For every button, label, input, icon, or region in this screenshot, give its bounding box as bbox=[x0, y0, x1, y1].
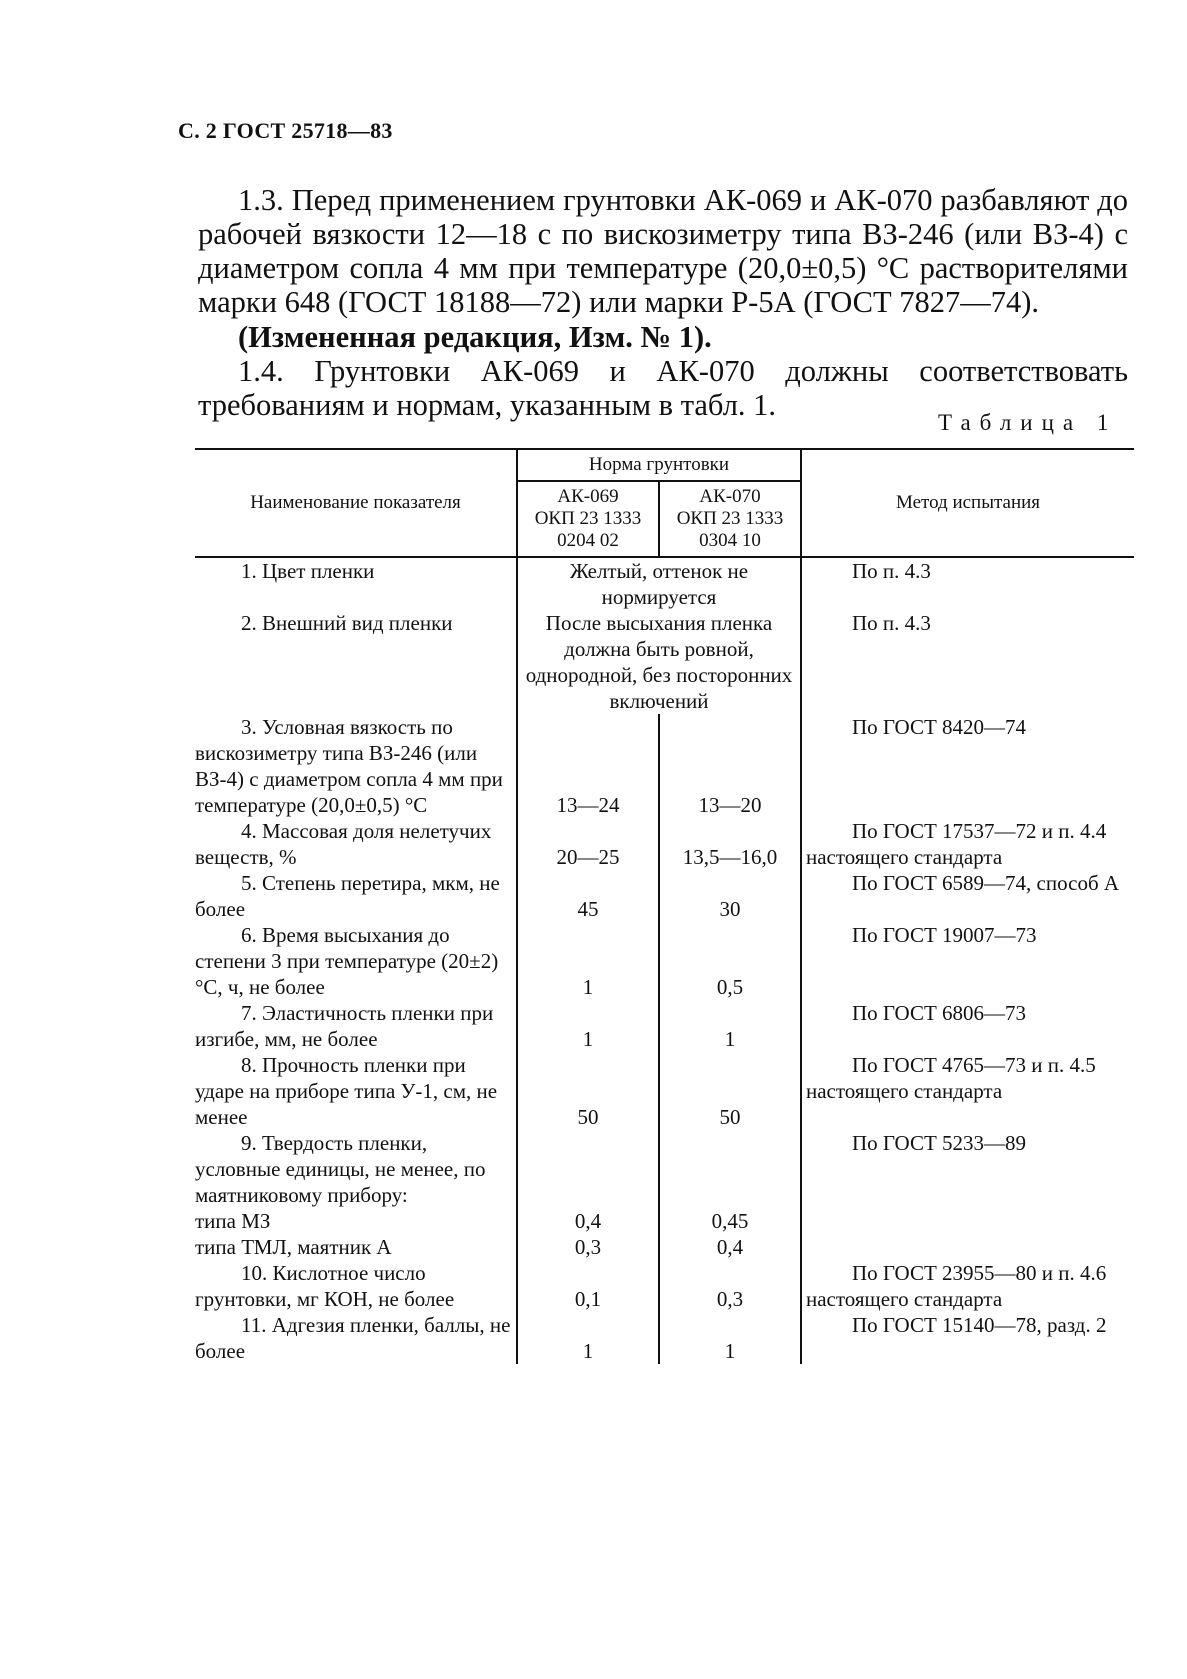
row-ak069: 0,3 bbox=[517, 1234, 659, 1260]
row-name: 6. Время высыхания до степени 3 при температуре (20±2) °С, ч, не более bbox=[195, 923, 499, 999]
amendment-note: (Измененная редакция, Изм. № 1). bbox=[238, 320, 712, 354]
table-row bbox=[195, 1000, 1134, 1052]
table-row bbox=[195, 1130, 1134, 1208]
row-ak070: 13,5—16,0 bbox=[659, 818, 801, 870]
row-name: 11. Адгезия пленки, баллы, не более bbox=[195, 1313, 511, 1363]
row-method-text: По ГОСТ 19007—73 bbox=[852, 923, 1037, 947]
row-method bbox=[801, 1000, 1134, 1052]
header-method: Метод испытания bbox=[801, 449, 1134, 557]
header-ak069 bbox=[517, 481, 659, 557]
row-method-text: По ГОСТ 5233—89 bbox=[852, 1131, 1027, 1155]
row-method bbox=[801, 922, 1134, 1000]
row-method bbox=[801, 1208, 1134, 1234]
row-method-text: По ГОСТ 8420—74 bbox=[852, 715, 1027, 739]
table-row bbox=[195, 870, 1134, 922]
row-norm: Желтый, оттенок не нормируется bbox=[517, 557, 801, 610]
table-header-row bbox=[195, 449, 1134, 481]
row-ak070: 0,5 bbox=[659, 922, 801, 1000]
row-ak069: 0,1 bbox=[517, 1260, 659, 1312]
row-name bbox=[195, 557, 517, 610]
table-row bbox=[195, 557, 1134, 610]
table-row bbox=[195, 1312, 1134, 1364]
row-ak069: 0,4 bbox=[517, 1208, 659, 1234]
row-ak069: 1 bbox=[517, 1312, 659, 1364]
row-name: типа ТМЛ, маятник А bbox=[195, 1235, 392, 1259]
row-name: 10. Кислотное число грунтовки, мг КОН, не более bbox=[195, 1261, 455, 1311]
row-name: 8. Прочность пленки при ударе на приборе типа У-1, см, не менее bbox=[195, 1053, 498, 1129]
row-ak069: 20—25 bbox=[517, 818, 659, 870]
row-method: По ГОСТ 23955—80 и п. 4.6 настоящего стандарта bbox=[801, 1260, 1134, 1312]
row-ak069: 1 bbox=[517, 1000, 659, 1052]
row-method-text: По п. 4.3 bbox=[852, 611, 931, 635]
header-ak069-line: ОКП 23 1333 bbox=[534, 508, 642, 529]
row-method bbox=[801, 557, 1134, 610]
table-row bbox=[195, 1052, 1134, 1130]
spec-table-wrapper bbox=[195, 448, 1134, 1478]
row-method bbox=[801, 714, 1134, 818]
table-row bbox=[195, 714, 1134, 818]
row-ak069 bbox=[517, 1130, 659, 1208]
header-ak069-line: АК-069 bbox=[557, 486, 619, 507]
row-method bbox=[801, 610, 1134, 714]
paragraph-1-3: 1.3. Перед применением грунтовки АК-069 и АК-070 разбавляют до рабочей вязкости 12—18 с по вискозиметру типа ВЗ-246 (или ВЗ-4) с диаметром сопла 4 мм при температуре (20,0±0,5) °С растворителями марки 648 (ГОСТ 18188—72) или марки Р-5А (ГОСТ 7827—74). bbox=[198, 183, 1128, 319]
row-ak070: 0,45 bbox=[659, 1208, 801, 1234]
row-ak070: 1 bbox=[659, 1312, 801, 1364]
row-ak069: 13—24 bbox=[517, 714, 659, 818]
table-row bbox=[195, 922, 1134, 1000]
table-row bbox=[195, 610, 1134, 714]
row-method: По ГОСТ 4765—73 и п. 4.5 настоящего стандарта bbox=[801, 1052, 1134, 1130]
header-name: Наименование показателя bbox=[195, 449, 517, 557]
row-method: По ГОСТ 17537—72 и п. 4.4 настоящего стандарта bbox=[801, 818, 1134, 870]
row-name: 3. Условная вязкость по вискозиметру типа ВЗ-246 (или ВЗ-4) с диаметром сопла 4 мм при температуре (20,0±0,5) °С bbox=[195, 715, 503, 817]
row-method-text: По п. 4.3 bbox=[852, 559, 931, 583]
row-name: 7. Эластичность пленки при изгибе, мм, не более bbox=[195, 1001, 494, 1051]
row-method: По ГОСТ 6589—74, способ А bbox=[801, 870, 1134, 922]
header-ak069-line: 0204 02 bbox=[557, 530, 619, 551]
header-ak070-line: 0304 10 bbox=[699, 530, 761, 551]
row-name: 5. Степень перетира, мкм, не более bbox=[195, 871, 500, 921]
row-ak070: 30 bbox=[659, 870, 801, 922]
row-method: По ГОСТ 15140—78, разд. 2 bbox=[801, 1312, 1134, 1364]
row-name-text: 2. Внешний вид пленки bbox=[241, 611, 453, 635]
header-ak070-line: АК-070 bbox=[699, 486, 761, 507]
row-method-text: По ГОСТ 6806—73 bbox=[852, 1001, 1027, 1025]
table-caption: Таблица 1 bbox=[938, 410, 1118, 435]
row-method bbox=[801, 1234, 1134, 1260]
row-name: 9. Твердость пленки, условные единицы, не менее, по маятниковому прибору: bbox=[195, 1131, 486, 1207]
row-name: 4. Массовая доля нелетучих веществ, % bbox=[195, 819, 492, 869]
row-ak070: 50 bbox=[659, 1052, 801, 1130]
table-row bbox=[195, 818, 1134, 870]
row-ak069: 45 bbox=[517, 870, 659, 922]
row-method bbox=[801, 1130, 1134, 1208]
row-name: типа МЗ bbox=[195, 1209, 271, 1233]
header-norm: Норма грунтовки bbox=[517, 449, 801, 481]
table-row bbox=[195, 1234, 1134, 1260]
row-ak070: 1 bbox=[659, 1000, 801, 1052]
table-row bbox=[195, 1260, 1134, 1312]
paragraph-1-4: 1.4. Грунтовки АК-069 и АК-070 должны соответствовать требованиям и нормам, указанным в табл. 1. bbox=[198, 354, 1128, 422]
header-ak070 bbox=[659, 481, 801, 557]
row-ak070: 0,3 bbox=[659, 1260, 801, 1312]
spec-table bbox=[195, 448, 1134, 1364]
row-ak070: 13—20 bbox=[659, 714, 801, 818]
row-ak070 bbox=[659, 1130, 801, 1208]
row-ak069: 50 bbox=[517, 1052, 659, 1130]
header-ak070-line: ОКП 23 1333 bbox=[676, 508, 784, 529]
table-row bbox=[195, 1208, 1134, 1234]
row-norm: После высыхания пленка должна быть ровной, однородной, без посторонних включений bbox=[517, 610, 801, 714]
row-name-text: 1. Цвет пленки bbox=[241, 559, 375, 583]
row-name bbox=[195, 610, 517, 714]
row-ak070: 0,4 bbox=[659, 1234, 801, 1260]
page-header: С. 2 ГОСТ 25718—83 bbox=[178, 118, 393, 143]
row-ak069: 1 bbox=[517, 922, 659, 1000]
